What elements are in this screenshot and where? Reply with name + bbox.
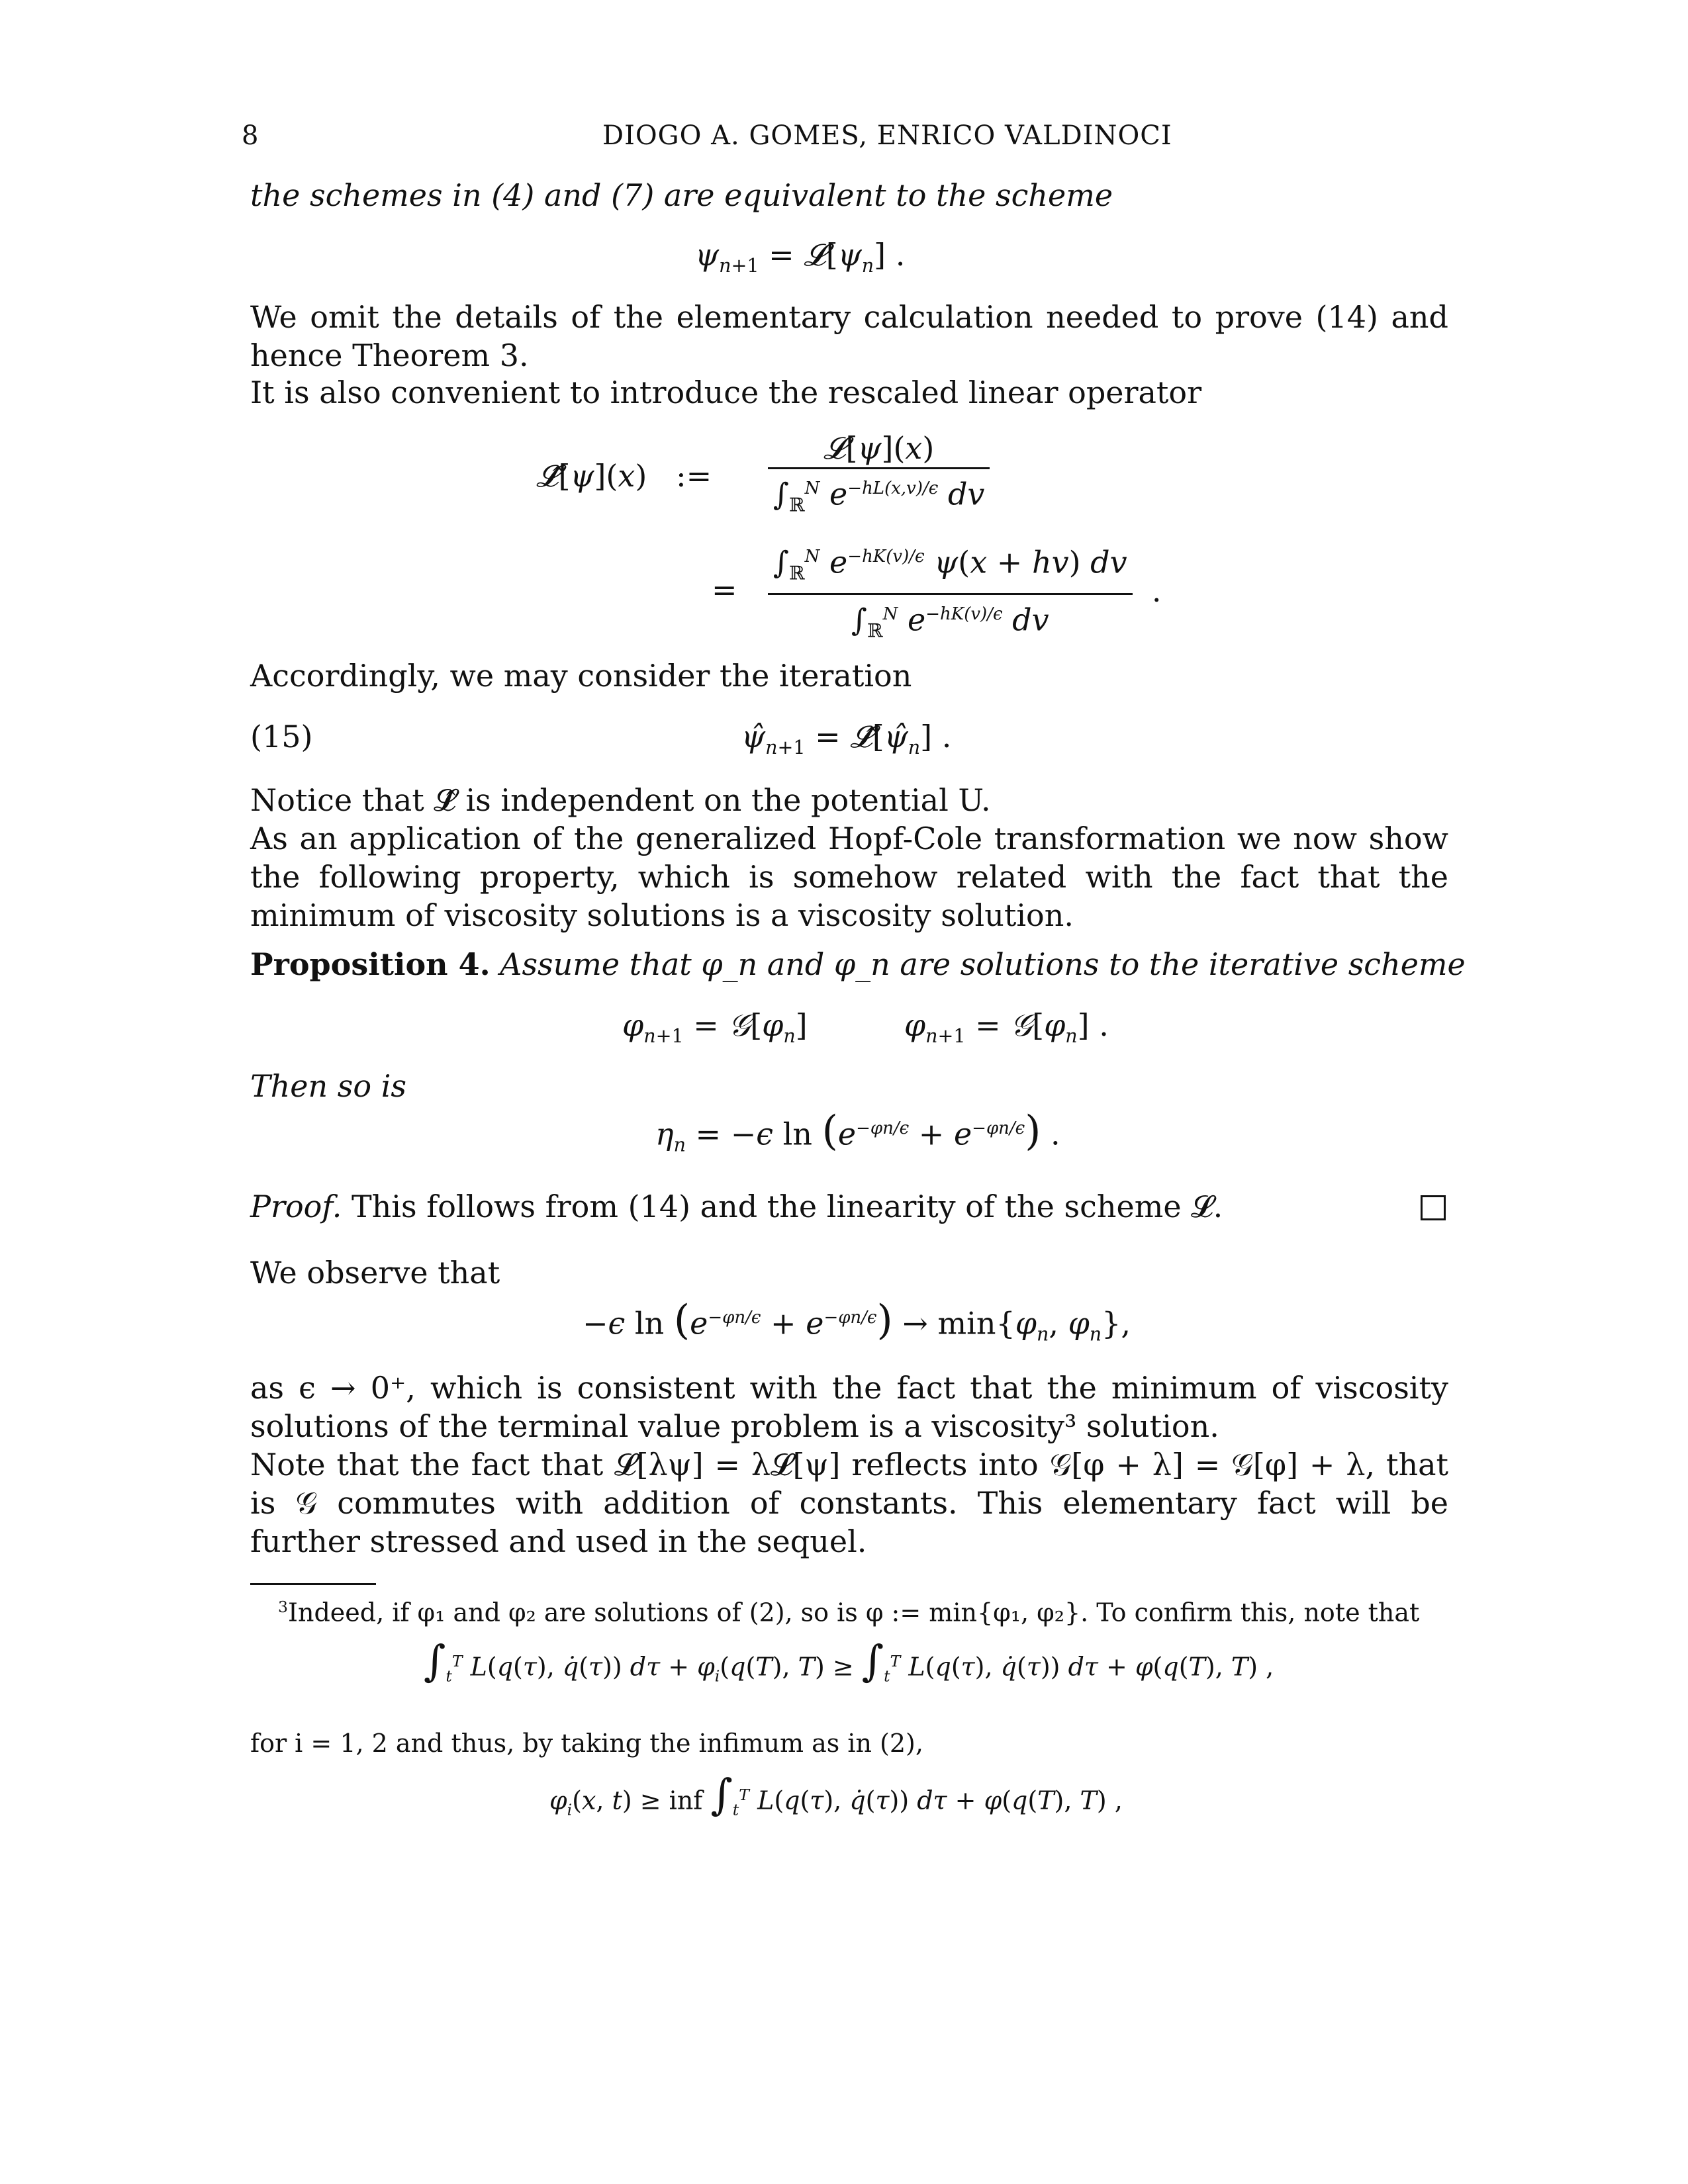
equation-rescaled-frac-1: $\frac{\text{𝓛[ψ](x)}}{\int_ℝ^N e^{-hL(x,v)/\epsilon} dv}$ [768,429,990,525]
then-so-is: Then so is [250,1068,407,1104]
intro-line: the schemes in (4) and (7) are equivalent to the scheme [250,177,1113,213]
proposition-text: Assume that φ_n and φ_n are solutions to the iterative scheme [500,946,1466,982]
as-epsilon-paragraph: as ϵ → 0⁺, which is consistent with the fact that the minimum of viscosity solutions of the terminal value problem is a viscosity³ solution. [250,1370,1448,1444]
equation-number-15: (15) [250,719,313,754]
proof-label: Proof. [250,1189,342,1224]
footnote-rule [250,1583,376,1585]
equation-proposition: $\varphi_{n+1}$ = $𝒢[\varphi_n]$ $\varphi_{n+1}$ = $𝒢[\varphi_n]$ . [622,1007,1109,1048]
footnote-for-i: for i = 1, 2 and thus, by taking the infimum as in (2), [250,1729,923,1758]
accordingly-paragraph: Accordingly, we may consider the iteration [250,658,912,694]
notice-paragraph: Notice that 𝓛̂ is independent on the potential U. [250,782,991,818]
footnote-body: Indeed, if φ₁ and φ₂ are solutions of (2), so is φ := min{φ₁, φ₂}. To confirm this, note that [287,1598,1420,1627]
equation-eta: $\eta_n = -\epsilon$ $\ln (e^{-\varphi n/\epsilon} + e^{-\varphi n/\epsilon})$ . [655,1106,1060,1156]
equation-scheme: $\psi_{n+1}$ = $𝓛[\psi_n]$ . [695,237,906,277]
page-number: 8 [242,120,259,151]
footnote-equation-1: $\int_t^T$ L(q(τ), q̇(τ)) $d\tau + \varphi_i(q(T)$, $T) \ge \int_t^T$ L(q(τ), q̇(τ)) dτ + φ(q(T), T) , [424,1637,1274,1686]
running-title: DIOGO A. GOMES, ENRICO VALDINOCI [602,120,1172,151]
rescaled-paragraph: It is also convenient to introduce the rescaled linear operator [250,375,1202,410]
proposition-label: Proposition 4. [250,946,491,982]
qed-box [1421,1195,1446,1220]
equation-rescaled-eq: = [712,572,737,608]
note-paragraph: Note that the fact that 𝓛[λψ] = λ𝓛[ψ] reflects into 𝒢[φ + λ] = 𝒢[φ] + λ, that is 𝒢 commutes with addition of constants. This elementary fact will be further stressed and used in the sequel. [250,1447,1448,1559]
hopf-cole-paragraph: As an application of the generalized Hopf-Cole transformation we now show the following property, which is somehow related with the fact that the minimum of viscosity solutions is a viscosity solution. [250,821,1448,933]
equation-15: $\psî_{n+1}$ = $𝓛̂[\psî_n]$ . [741,719,952,759]
equation-rescaled-frac-2: $\frac{\int_ℝ^N e^{-hK(v)/\epsilon} \psi(x + hv) dv}{\int_ℝ^N e^{-hK(v)/\epsilon} dv}$ . [768,537,1161,650]
footnote-mark: 3 [278,1598,288,1616]
footnote-equation-2: $\varphi_i(x$, t) ≥ inf $\int_t^T$ L(q(τ), q̇(τ)) dτ + φ(q(T), T) , [549,1770,1123,1820]
proof [250,1187,1223,1226]
proof-text: This follows from (14) and the linearity of the scheme 𝓛. [351,1189,1223,1224]
proposition-4 [250,945,1466,983]
equation-rescaled-lhs: 𝓛̂[ψ](x) := [536,458,712,494]
footnote-text [278,1591,1419,1629]
equation-limit: −ϵ $\ln (e^{-\varphi n/\epsilon} + e^{-\varphi n/\epsilon}) \to \min\{\varphi_n$, $\varphi_n$}, [583,1295,1131,1345]
observe-paragraph: We observe that [250,1255,500,1291]
omit-paragraph: We omit the details of the elementary calculation needed to prove (14) and hence Theorem 3. [250,299,1448,373]
